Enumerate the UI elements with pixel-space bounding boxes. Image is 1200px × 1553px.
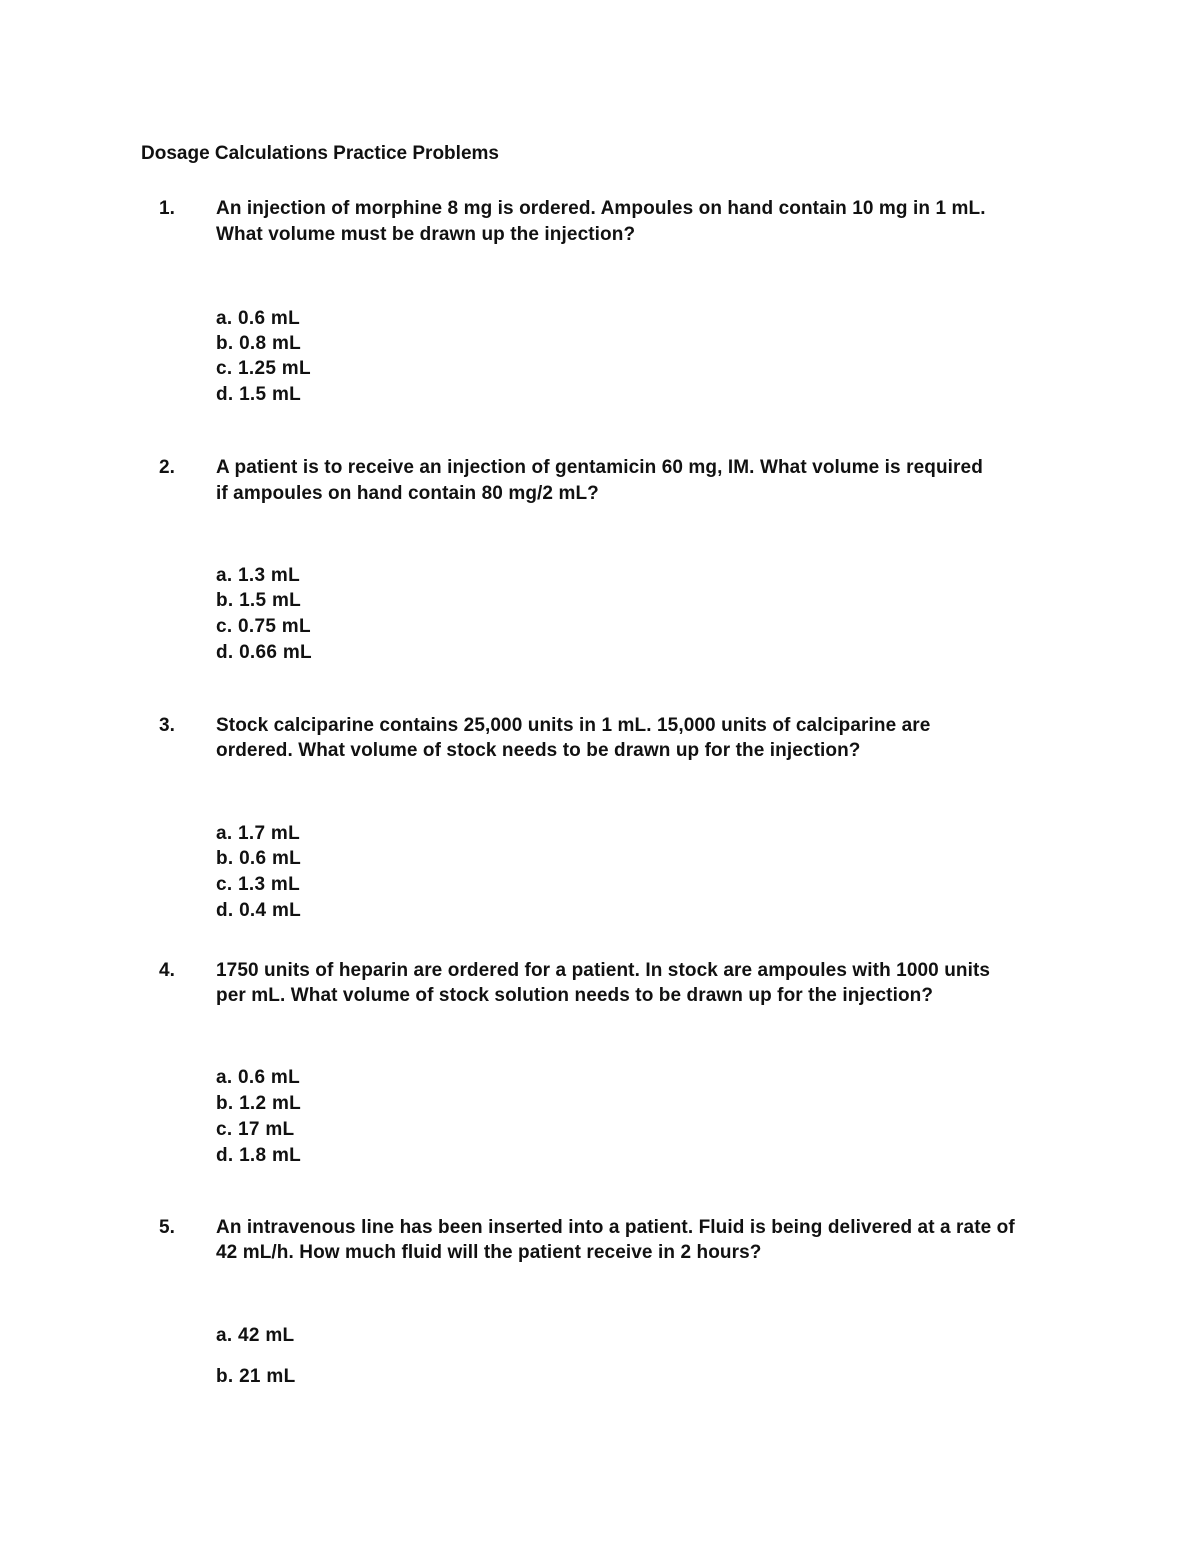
answer-option: a. 1.7 mL <box>216 823 301 844</box>
answer-option: d. 0.66 mL <box>216 642 312 663</box>
question-text-line: if ampoules on hand contain 80 mg/2 mL? <box>216 483 599 504</box>
question-number: 1. <box>159 198 175 219</box>
answer-option: b. 1.5 mL <box>216 590 302 611</box>
answer-option: a. 0.6 mL <box>216 308 301 329</box>
question-text-line: An intravenous line has been inserted into a patient. Fluid is being delivered at a rate of <box>216 1217 1015 1238</box>
question-text-line: What volume must be drawn up the injection? <box>216 224 636 245</box>
answer-option: b. 1.2 mL <box>216 1093 302 1114</box>
answer-option: b. 0.8 mL <box>216 333 302 354</box>
question-text-line: Stock calciparine contains 25,000 units in 1 mL. 15,000 units of calciparine are <box>216 715 931 736</box>
answer-option: a. 0.6 mL <box>216 1067 301 1088</box>
question-text-line: 42 mL/h. How much fluid will the patient receive in 2 hours? <box>216 1242 762 1263</box>
answer-option: a. 1.3 mL <box>216 565 301 586</box>
answer-option: b. 0.6 mL <box>216 848 302 869</box>
question-text-line: A patient is to receive an injection of gentamicin 60 mg, IM. What volume is required <box>216 457 983 478</box>
page-title: Dosage Calculations Practice Problems <box>141 143 499 164</box>
answer-option: d. 1.5 mL <box>216 384 302 405</box>
answer-option: c. 1.25 mL <box>216 358 311 379</box>
question-number: 2. <box>159 457 175 478</box>
answer-option: c. 0.75 mL <box>216 616 311 637</box>
question-text-line: per mL. What volume of stock solution needs to be drawn up for the injection? <box>216 985 934 1006</box>
question-text-line: ordered. What volume of stock needs to be drawn up for the injection? <box>216 740 861 761</box>
answer-option: b. 21 mL <box>216 1366 296 1387</box>
answer-option: d. 1.8 mL <box>216 1145 302 1166</box>
question-text-line: An injection of morphine 8 mg is ordered. Ampoules on hand contain 10 mg in 1 mL. <box>216 198 986 219</box>
question-number: 4. <box>159 960 175 981</box>
question-number: 3. <box>159 715 175 736</box>
question-number: 5. <box>159 1217 175 1238</box>
answer-option: c. 1.3 mL <box>216 874 301 895</box>
answer-option: a. 42 mL <box>216 1325 295 1346</box>
answer-option: d. 0.4 mL <box>216 900 302 921</box>
question-text-line: 1750 units of heparin are ordered for a patient. In stock are ampoules with 1000 units <box>216 960 991 981</box>
answer-option: c. 17 mL <box>216 1119 295 1140</box>
